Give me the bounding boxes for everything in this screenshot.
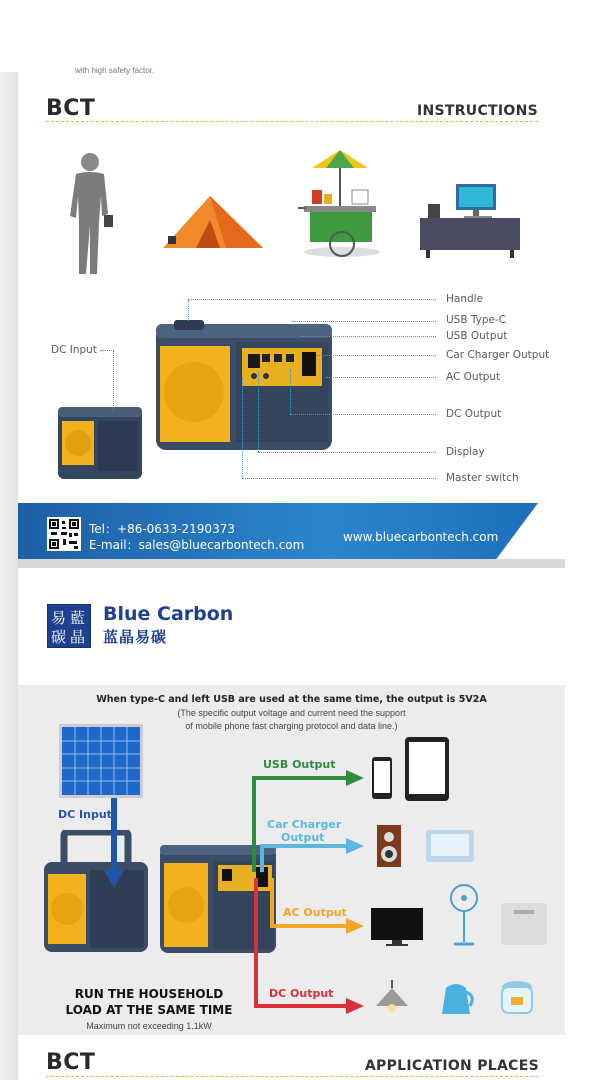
logo-mark	[47, 604, 91, 648]
qr-code-icon	[47, 517, 81, 551]
logo-glyph-2: 藍	[70, 609, 86, 627]
logo-glyph-3: 碳	[51, 628, 67, 646]
person-illustration	[64, 152, 116, 278]
logo-text-cn: 蓝晶易碳	[103, 628, 168, 646]
page1-bottom-strip	[18, 559, 565, 568]
note-title: When type-C and left USB are used at the same time, the output is 5V2A	[96, 694, 487, 705]
dc-input-label: DC Input	[58, 808, 112, 821]
run-household-line-2: LOAD AT THE SAME TIME	[65, 1003, 233, 1017]
lamp-icon	[374, 980, 410, 1014]
battery-pack-illustration	[42, 830, 150, 956]
solar-panel-illustration	[59, 724, 143, 800]
leader-master-v	[242, 378, 243, 478]
leader-usbc	[292, 321, 436, 322]
logo-glyph-4: 晶	[70, 628, 86, 646]
website-link[interactable]: www.bluecarbontech.com	[343, 530, 499, 544]
fan-icon	[448, 884, 480, 948]
max-load-note: Maximum not exceeding 1.1kW	[86, 1021, 212, 1031]
note-sub-2: of mobile phone fast charging protocol and data line.)	[185, 721, 398, 731]
food-cart-illustration	[296, 150, 384, 260]
rice-cooker-icon	[498, 979, 536, 1017]
leader-usb	[300, 336, 436, 337]
logo-text-en: Blue Carbon	[103, 603, 234, 625]
label-master-switch: Master switch	[446, 472, 519, 484]
ac-output-label: AC Output	[283, 906, 347, 919]
desk-computer-illustration	[418, 182, 522, 260]
section-title-instructions: INSTRUCTIONS	[416, 103, 538, 119]
label-display: Display	[446, 446, 485, 458]
contact-tel: Tel：+86-0633-2190373	[89, 522, 235, 536]
tablet-icon	[404, 736, 450, 802]
label-usb-output: USB Output	[446, 330, 508, 342]
leader-master	[242, 478, 436, 479]
header-divider-2	[46, 1076, 538, 1077]
leader-dc-input	[100, 350, 114, 351]
phone-icon	[371, 756, 393, 800]
logo-glyph-1: 易	[51, 609, 67, 627]
contact-email[interactable]: E-mail：sales@bluecarbontech.com	[89, 538, 305, 552]
leader-car	[316, 355, 436, 356]
label-dc-output: DC Output	[446, 408, 502, 420]
leader-dc-v	[290, 370, 291, 414]
leader-dc	[290, 414, 436, 415]
leader-handle	[188, 299, 436, 300]
label-car-charger-output: Car Charger Output	[446, 349, 550, 361]
label-dc-input: DC Input	[51, 344, 97, 356]
dc-output-label: DC Output	[269, 987, 334, 1000]
output-arrows	[246, 764, 368, 1020]
label-handle: Handle	[446, 293, 484, 305]
brand-bct: BCT	[46, 96, 96, 121]
speaker-icon	[376, 824, 402, 868]
leader-display	[258, 452, 436, 453]
tent-illustration	[158, 190, 268, 256]
kettle-icon	[436, 980, 476, 1016]
leader-display-v	[258, 372, 259, 452]
run-household-line-1: RUN THE HOUSEHOLD	[74, 987, 224, 1001]
mini-fridge-icon	[425, 828, 475, 864]
brand-bct-2: BCT	[46, 1050, 96, 1075]
tv-icon	[370, 907, 424, 947]
page-left-shadow	[0, 72, 18, 1080]
note-sub-1: (The specific output voltage and current need the support	[177, 708, 406, 718]
rice-cooker-box-icon	[500, 902, 548, 946]
label-ac-output: AC Output	[446, 371, 501, 383]
cut-off-text: with high safety factor.	[75, 66, 155, 75]
car-charger-output-label-1: Car Charger	[267, 818, 342, 831]
label-usb-typec: USB Type-C	[446, 314, 507, 326]
usb-output-label: USB Output	[263, 758, 336, 771]
header-divider	[46, 121, 538, 122]
car-charger-output-label-2: Output	[281, 831, 325, 844]
section-title-application-places: APPLICATION PLACES	[364, 1058, 539, 1074]
leader-ac	[326, 377, 436, 378]
leader-handle-v	[188, 299, 189, 321]
small-power-station	[56, 403, 146, 483]
leader-dc-input-v	[113, 350, 114, 412]
large-power-station	[152, 318, 336, 454]
